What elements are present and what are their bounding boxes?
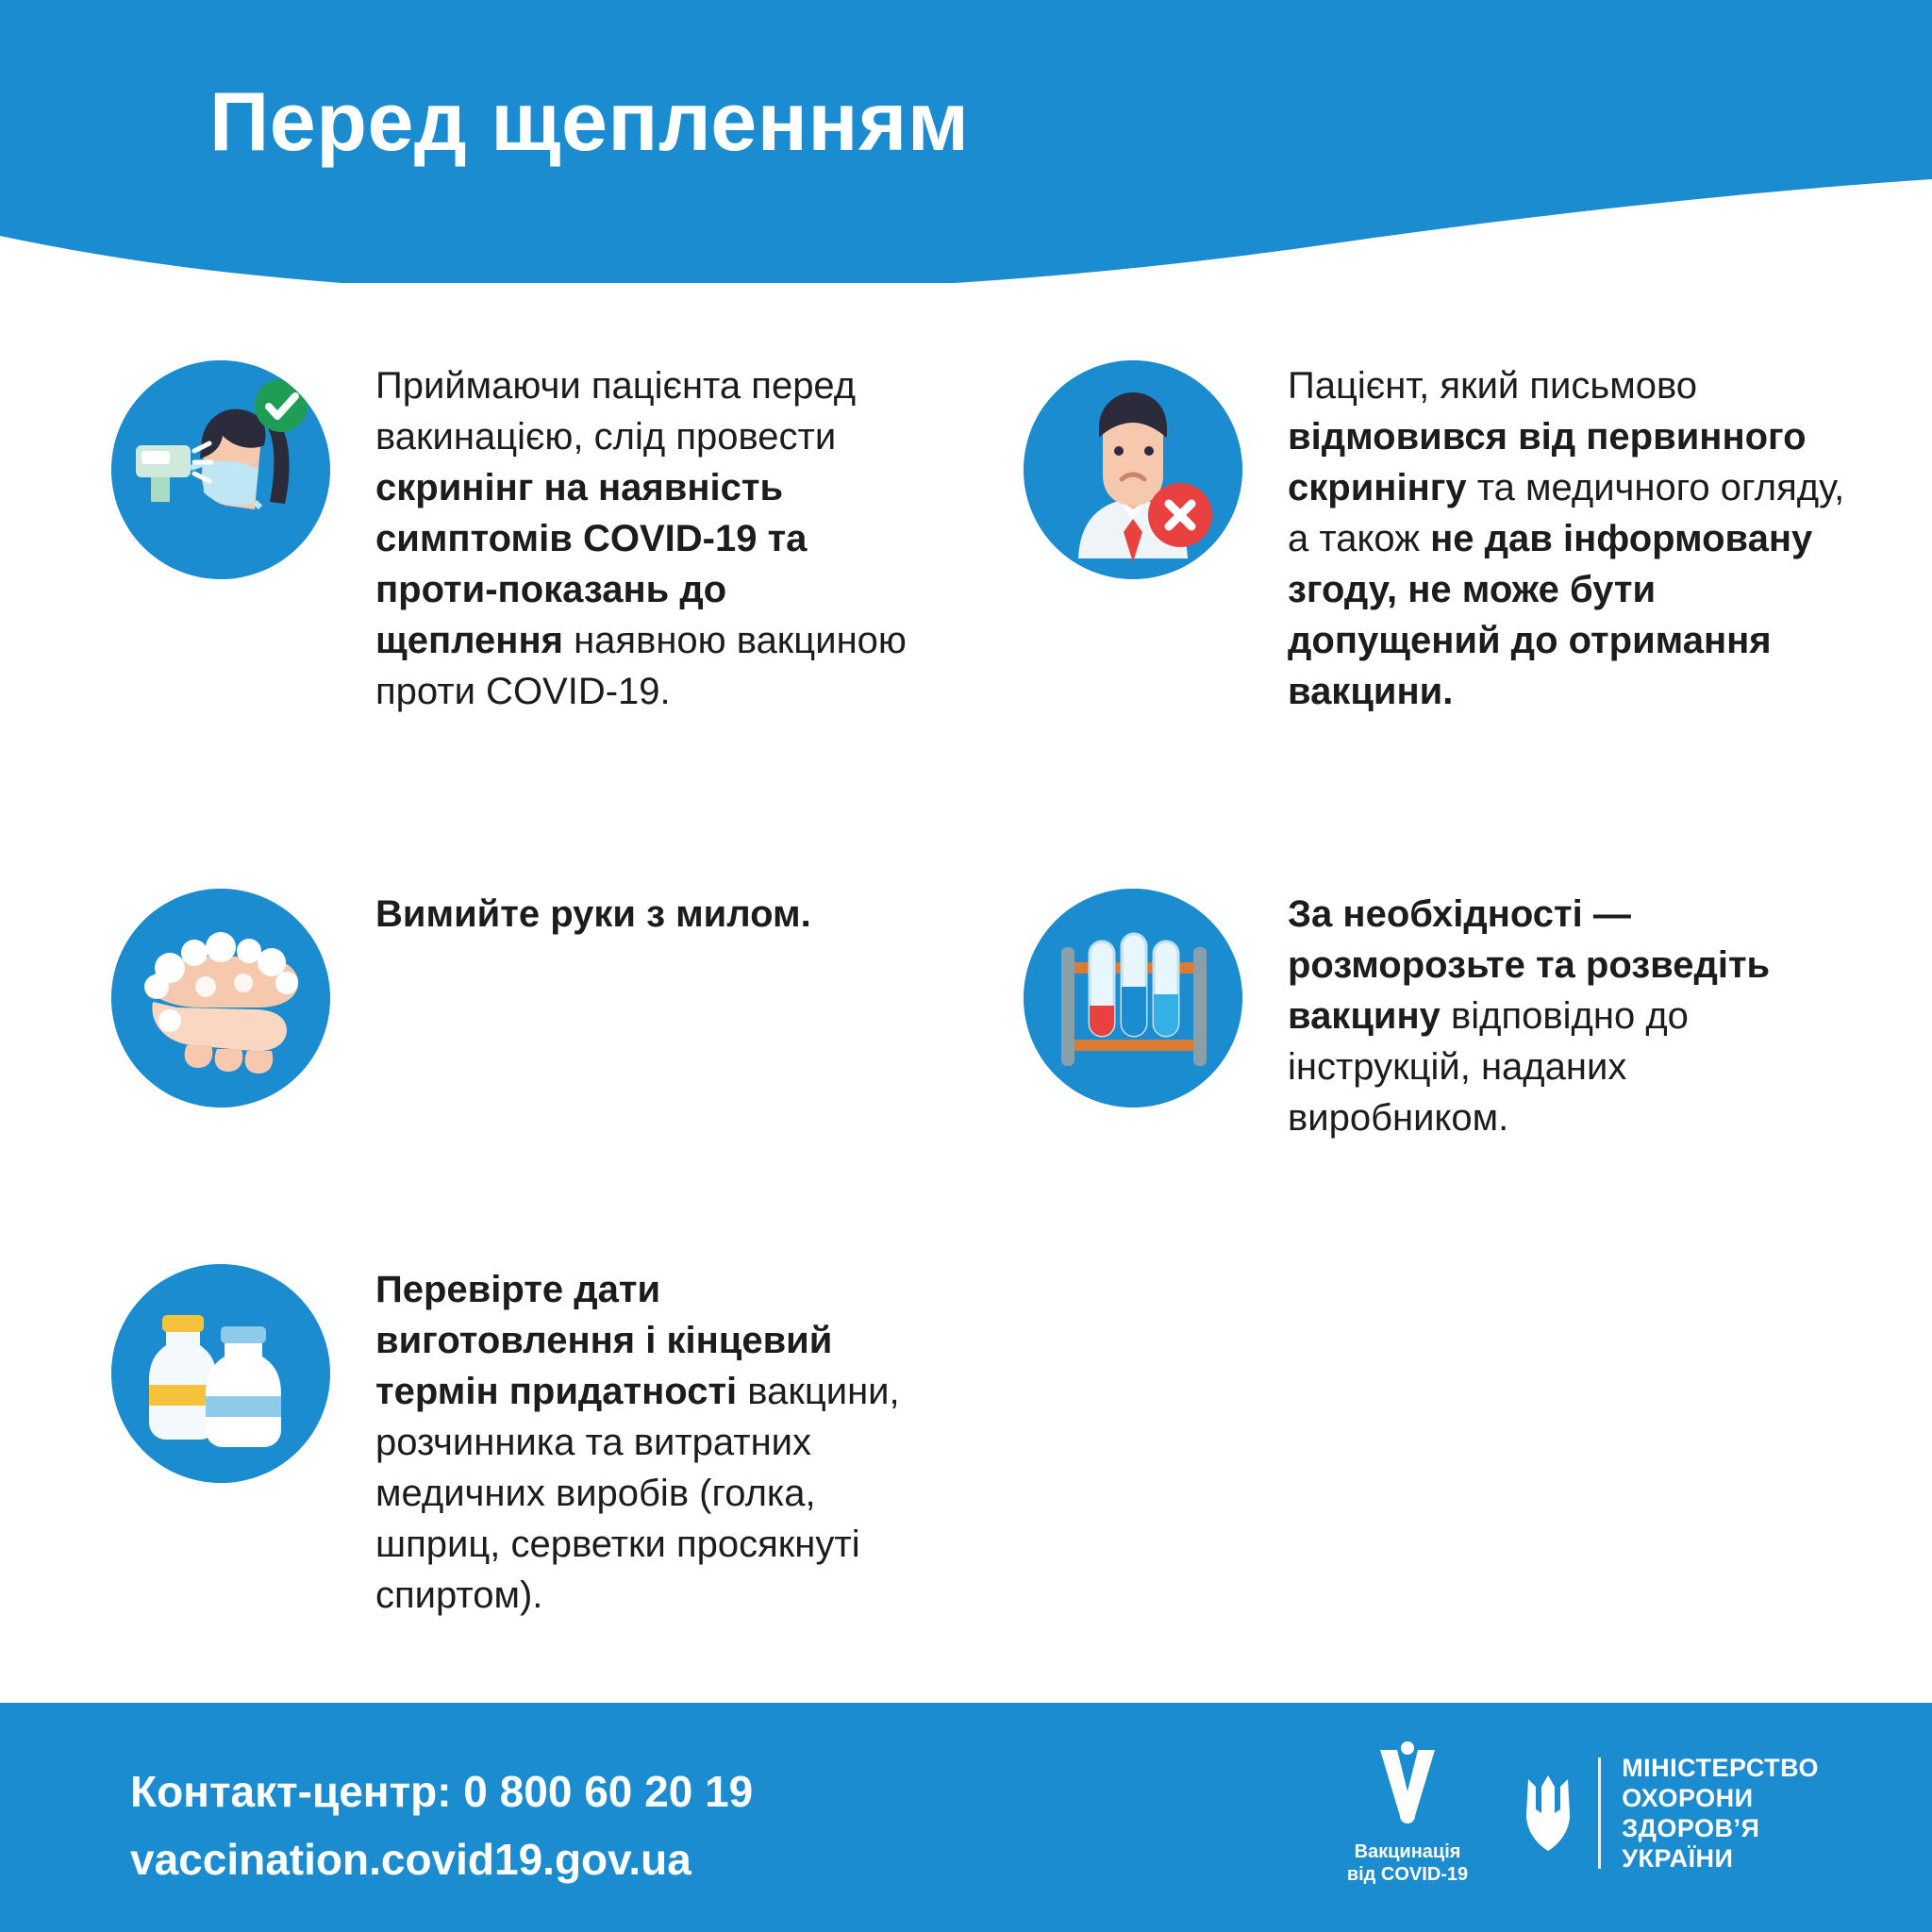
- info-item-text: Пацієнт, який письмово відмовився від первинного скринінгу та медичного огляду, а також не дав інформовану згоду, не може бути допущений до отримання вакцини.: [1288, 365, 1845, 712]
- vaccination-caption-line2: від COVID-19: [1346, 1864, 1469, 1885]
- info-item-text: Перевірте дати виготовлення і кінцевий термін придатності вакцини, розчинника та витратних медичних виробів (голка, шприц, серветки просякнуті спиртом).: [375, 1269, 900, 1616]
- ministry-line1: МІНІСТЕРСТВО: [1622, 1754, 1819, 1782]
- thermometer-screening-icon: [111, 360, 330, 579]
- vaccine-vials-icon: [111, 1264, 330, 1483]
- ministry-line2: ОХОРОНИ: [1622, 1784, 1754, 1812]
- tryzub-icon: [1519, 1768, 1577, 1858]
- ministry-line4: УКРАЇНИ: [1622, 1844, 1734, 1873]
- handwashing-icon: [111, 889, 330, 1108]
- info-item-refusal: [1024, 360, 1854, 717]
- vaccination-v-icon: [1367, 1740, 1448, 1831]
- ministry-line3: ЗДОРОВ’Я: [1622, 1814, 1760, 1842]
- info-item-text: За необхідності — розморозьте та розведіть вакцину відповідно до інструкцій, наданих виробником.: [1288, 893, 1771, 1139]
- ministry-logo: [1519, 1753, 1819, 1874]
- info-item-text: Вимийте руки з милом.: [375, 893, 811, 935]
- page-footer: [0, 1703, 1932, 1932]
- vaccination-logo: [1347, 1740, 1468, 1886]
- footer-site-line[interactable]: vaccination.covid19.gov.ua: [130, 1835, 691, 1884]
- info-item-dilution: [1024, 889, 1854, 1143]
- footer-contacts: [130, 1757, 753, 1893]
- content-area: [0, 283, 1932, 1703]
- logo-divider: [1598, 1757, 1601, 1869]
- footer-contact-line: Контакт-центр: 0 800 60 20 19: [130, 1767, 754, 1816]
- info-item-screening: [111, 360, 913, 717]
- page-header: [0, 0, 1932, 283]
- info-item-expiry-check: [111, 1264, 913, 1621]
- vaccination-caption-line1: Вакцинація: [1354, 1841, 1461, 1862]
- footer-logos: [1347, 1740, 1819, 1886]
- info-item-text: Приймаючи пацієнта перед вакинацією, слід провести скринінг на наявність симптомів COVID-19 та проти-показань до щеплення наявною вакциною проти COVID-19.: [375, 365, 907, 712]
- header-curve-decoration: [0, 179, 1932, 283]
- patient-refusal-icon: [1024, 360, 1242, 579]
- page-title: Перед щепленням: [209, 75, 970, 168]
- ministry-text: [1622, 1753, 1819, 1874]
- test-tubes-icon: [1024, 889, 1242, 1108]
- info-item-handwashing: [111, 889, 811, 1108]
